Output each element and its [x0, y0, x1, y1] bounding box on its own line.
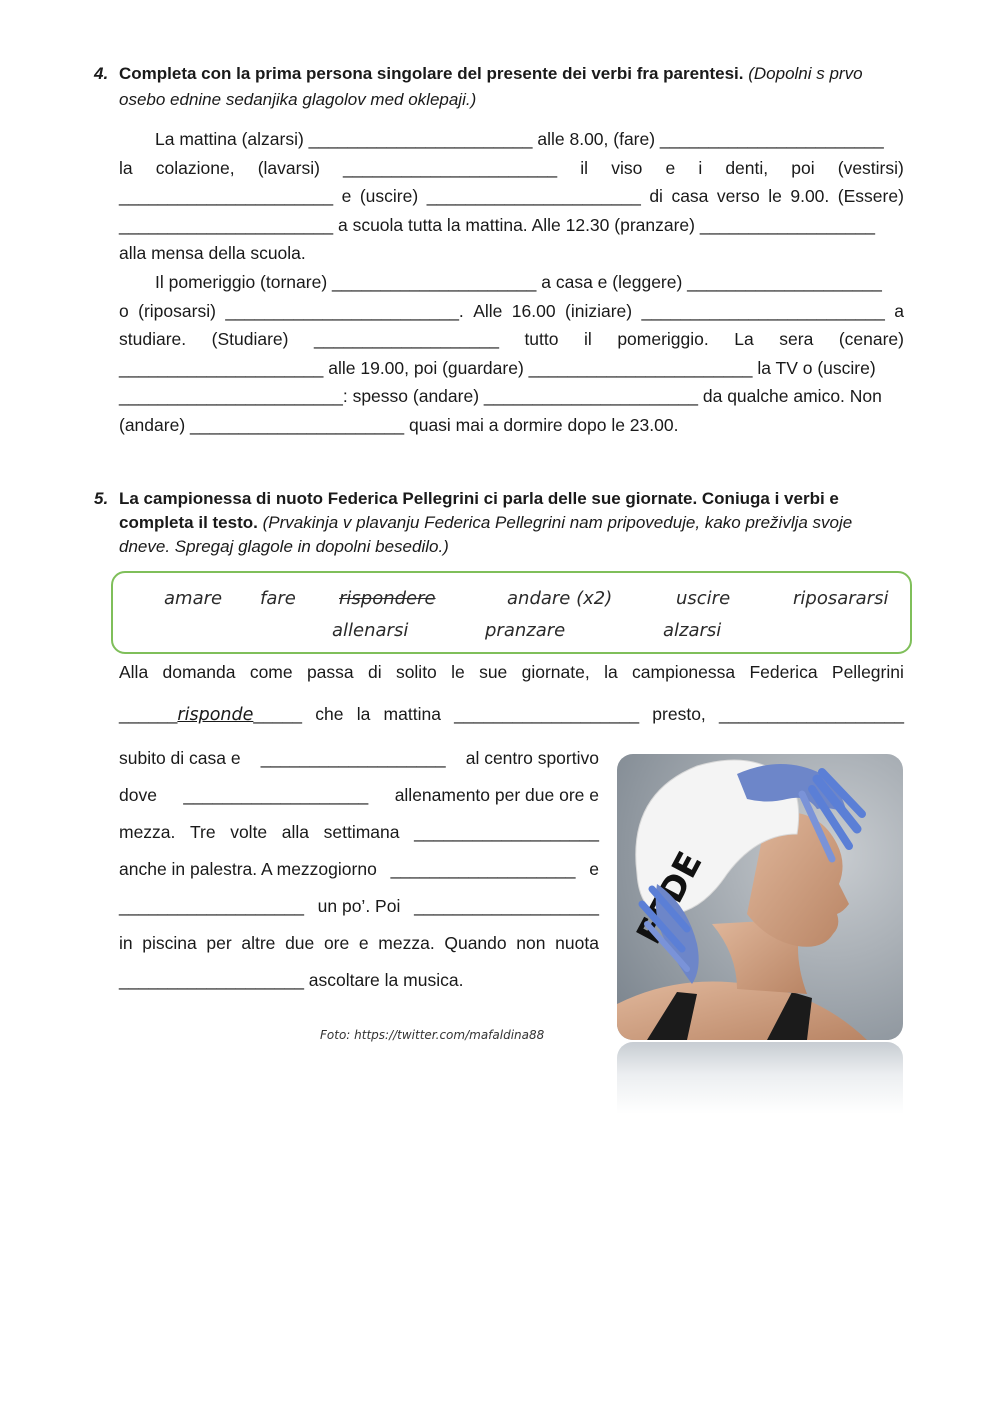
- text-segment: ___________________: [314, 329, 499, 350]
- answer-blank[interactable]: ___________________: [183, 785, 369, 805]
- text-segment: _______________________: spesso (andare) ______________________ da qualche amico. Non: [119, 386, 882, 407]
- text-line: [119, 354, 904, 383]
- text-line: [119, 817, 599, 854]
- text-segment: nuota: [555, 933, 599, 953]
- text-segment: e: [589, 859, 599, 879]
- text-segment: le: [768, 186, 782, 207]
- exercise-5-intro: [119, 657, 904, 729]
- answer-blank[interactable]: ___________________: [390, 859, 576, 879]
- text-segment: verso: [716, 186, 760, 207]
- text-line: [119, 325, 904, 354]
- text-line: [119, 268, 904, 297]
- word-bank-item: alzarsi: [663, 620, 722, 641]
- text-segment: in: [119, 933, 133, 953]
- text-segment: _____________________ alle 19.00, poi (guardare) _______________________ la TV o (uscire): [119, 357, 876, 378]
- answer-blank[interactable]: ______risponde_____: [119, 704, 303, 725]
- answer-blank[interactable]: ___________________ ascoltare la musica.: [119, 970, 464, 990]
- answer-blank[interactable]: ___________________: [719, 704, 904, 724]
- text-segment: domanda: [162, 662, 236, 682]
- text-segment: sue: [479, 662, 508, 682]
- text-segment: (uscire): [359, 186, 419, 207]
- text-segment: solito: [395, 662, 437, 682]
- text-segment: La mattina (alzarsi) _______________________ alle 8.00, (fare) _______________________: [155, 129, 884, 149]
- exercise-5-heading: [94, 487, 904, 559]
- text-segment: un po’. Poi: [317, 896, 401, 916]
- text-segment: casa: [671, 186, 709, 207]
- text-segment: mezza.: [378, 933, 435, 953]
- text-segment: anche in palestra. A mezzogiorno: [119, 859, 377, 879]
- text-segment: tutto: [524, 329, 559, 350]
- answer-blank[interactable]: ___________________: [119, 896, 304, 916]
- exercise-4-number: 4.: [94, 64, 109, 83]
- text-segment: poi: [791, 157, 815, 178]
- exercise-4-text: [119, 125, 904, 440]
- text-line: [119, 154, 904, 183]
- text-segment: (Studiare): [211, 329, 289, 350]
- text-segment: (vestirsi): [837, 157, 904, 178]
- text-segment: (Essere): [837, 186, 904, 207]
- text-line: [119, 854, 599, 891]
- text-segment: dove: [119, 785, 157, 805]
- text-segment: studiare.: [119, 329, 187, 350]
- text-segment: giornate,: [521, 662, 590, 682]
- text-segment: (iniziare): [565, 300, 633, 321]
- text-segment: altre: [241, 933, 276, 953]
- text-segment: Alle: [473, 300, 503, 321]
- text-segment: Alla: [119, 662, 149, 682]
- text-segment: alla: [281, 822, 310, 842]
- text-segment: per: [206, 933, 232, 953]
- photo-credit: Foto: https://twitter.com/mafaldina88: [320, 1028, 545, 1042]
- text-segment: di: [367, 662, 382, 682]
- text-segment: ore: [323, 933, 350, 953]
- text-segment: ________________________.: [225, 300, 464, 321]
- answer-blank[interactable]: ___________________: [260, 748, 446, 768]
- text-segment: due: [285, 933, 315, 953]
- text-segment: sera: [779, 329, 814, 350]
- word-bank-item: uscire: [676, 588, 731, 609]
- word-bank: [111, 571, 912, 654]
- text-line: [119, 743, 599, 780]
- text-segment: La: [734, 329, 754, 350]
- text-segment: passa: [306, 662, 354, 682]
- text-line: [119, 182, 904, 211]
- text-segment: settimana: [323, 822, 400, 842]
- text-segment: _________________________: [641, 300, 885, 321]
- text-segment: allenamento per due ore e: [394, 785, 599, 805]
- photo-reflection: [617, 1042, 903, 1114]
- word-bank-item: andare (x2): [507, 588, 613, 609]
- exercise-5-title-italic: (Prvakinja v plavanju Federica Pellegrini nam pripoveduje, kako preživlja svoje dneve. Spregaj glagole in dopolni besedilo.): [119, 513, 853, 556]
- text-line: [119, 125, 904, 154]
- text-line: [119, 382, 904, 411]
- text-line: ______risponde_____ che la mattina ___________________ presto, ___________________: [119, 699, 904, 729]
- text-segment: pomeriggio.: [617, 329, 709, 350]
- text-segment: al centro sportivo: [465, 748, 599, 768]
- text-line: [119, 928, 599, 965]
- text-line: [119, 239, 904, 268]
- text-segment: denti,: [725, 157, 769, 178]
- text-segment: i: [698, 157, 703, 178]
- text-segment: e: [358, 933, 369, 953]
- text-segment: Tre: [190, 822, 216, 842]
- text-segment: a: [894, 300, 904, 321]
- text-segment: il: [580, 157, 589, 178]
- text-segment: colazione,: [155, 157, 235, 178]
- exercise-5-instructions: [119, 487, 904, 559]
- text-segment: (andare) ______________________ quasi mai a dormire dopo le 23.00.: [119, 414, 679, 435]
- swimmer-photo: [617, 754, 903, 1114]
- word-bank-item: pranzare: [485, 620, 566, 641]
- word-bank-item: riposararsi: [793, 588, 889, 609]
- exercise-4-title-italic: (Dopolni s prvo osebo ednine sedanjika glagolov med oklepaji.): [119, 64, 863, 109]
- text-segment: Pellegrini: [831, 662, 904, 682]
- text-segment: ______________________ a scuola tutta la mattina. Alle 12.30 (pranzare) __________________: [119, 214, 876, 235]
- text-line: [119, 657, 904, 687]
- text-line: [119, 211, 904, 240]
- text-segment: 16.00: [511, 300, 556, 321]
- text-segment: la: [604, 662, 618, 682]
- text-segment: volte: [230, 822, 268, 842]
- text-segment: non: [516, 933, 546, 953]
- text-segment: piscina: [142, 933, 197, 953]
- swimmer-image: [617, 754, 903, 1040]
- text-segment: il: [584, 329, 592, 350]
- exercise-5-text: [119, 743, 599, 1002]
- text-segment: mezza.: [119, 822, 176, 842]
- text-segment: viso: [611, 157, 643, 178]
- text-segment: (riposarsi): [138, 300, 216, 321]
- text-segment: campionessa: [632, 662, 736, 682]
- text-segment: le: [451, 662, 465, 682]
- word-bank-item-used: rispondere: [339, 588, 436, 609]
- example-answer: risponde: [177, 705, 254, 725]
- text-line: [119, 891, 599, 928]
- text-segment: ______________________: [426, 186, 641, 207]
- text-line: [119, 411, 904, 440]
- text-segment: ______________________: [119, 186, 334, 207]
- exercise-4-heading: [94, 61, 904, 113]
- text-line: [119, 780, 599, 817]
- text-line: [119, 965, 599, 1002]
- text-segment: e: [665, 157, 676, 178]
- text-segment: di: [649, 186, 663, 207]
- exercise-4: [94, 61, 904, 440]
- exercise-5-title-bold: La campionessa di nuoto Federica Pellegrini ci parla delle sue giornate. Coniuga i verbi e completa il testo.: [119, 489, 839, 532]
- text-segment: Quando: [444, 933, 507, 953]
- text-segment: 9.00.: [790, 186, 830, 207]
- text-segment: o: [119, 300, 129, 321]
- text-segment: come: [249, 662, 293, 682]
- text-segment: Il pomeriggio (tornare) _____________________ a casa e (leggere) ____________________: [155, 271, 882, 292]
- text-segment: (cenare): [838, 329, 904, 350]
- answer-blank[interactable]: ___________________: [414, 822, 599, 842]
- text-segment: la: [119, 157, 133, 178]
- text-segment: e: [341, 186, 352, 207]
- word-bank-item: amare: [164, 588, 223, 609]
- answer-blank[interactable]: ___________________: [414, 896, 599, 916]
- word-bank-item: allenarsi: [332, 620, 409, 641]
- exercise-4-instructions: [119, 61, 904, 113]
- exercise-4-title-bold: Completa con la prima persona singolare del presente dei verbi fra parentesi.: [119, 64, 744, 83]
- exercise-5-number: 5.: [94, 489, 109, 508]
- word-bank-item: fare: [260, 588, 296, 609]
- text-segment: subito di casa e: [119, 748, 241, 768]
- text-segment: ______________________: [343, 157, 558, 178]
- answer-blank[interactable]: ___________________: [454, 704, 640, 724]
- exercise-5: [94, 487, 904, 559]
- text-segment: alla mensa della scuola.: [119, 243, 306, 264]
- text-line: [119, 297, 904, 326]
- text-segment: Federica: [749, 662, 818, 682]
- text-segment: (lavarsi): [257, 157, 320, 178]
